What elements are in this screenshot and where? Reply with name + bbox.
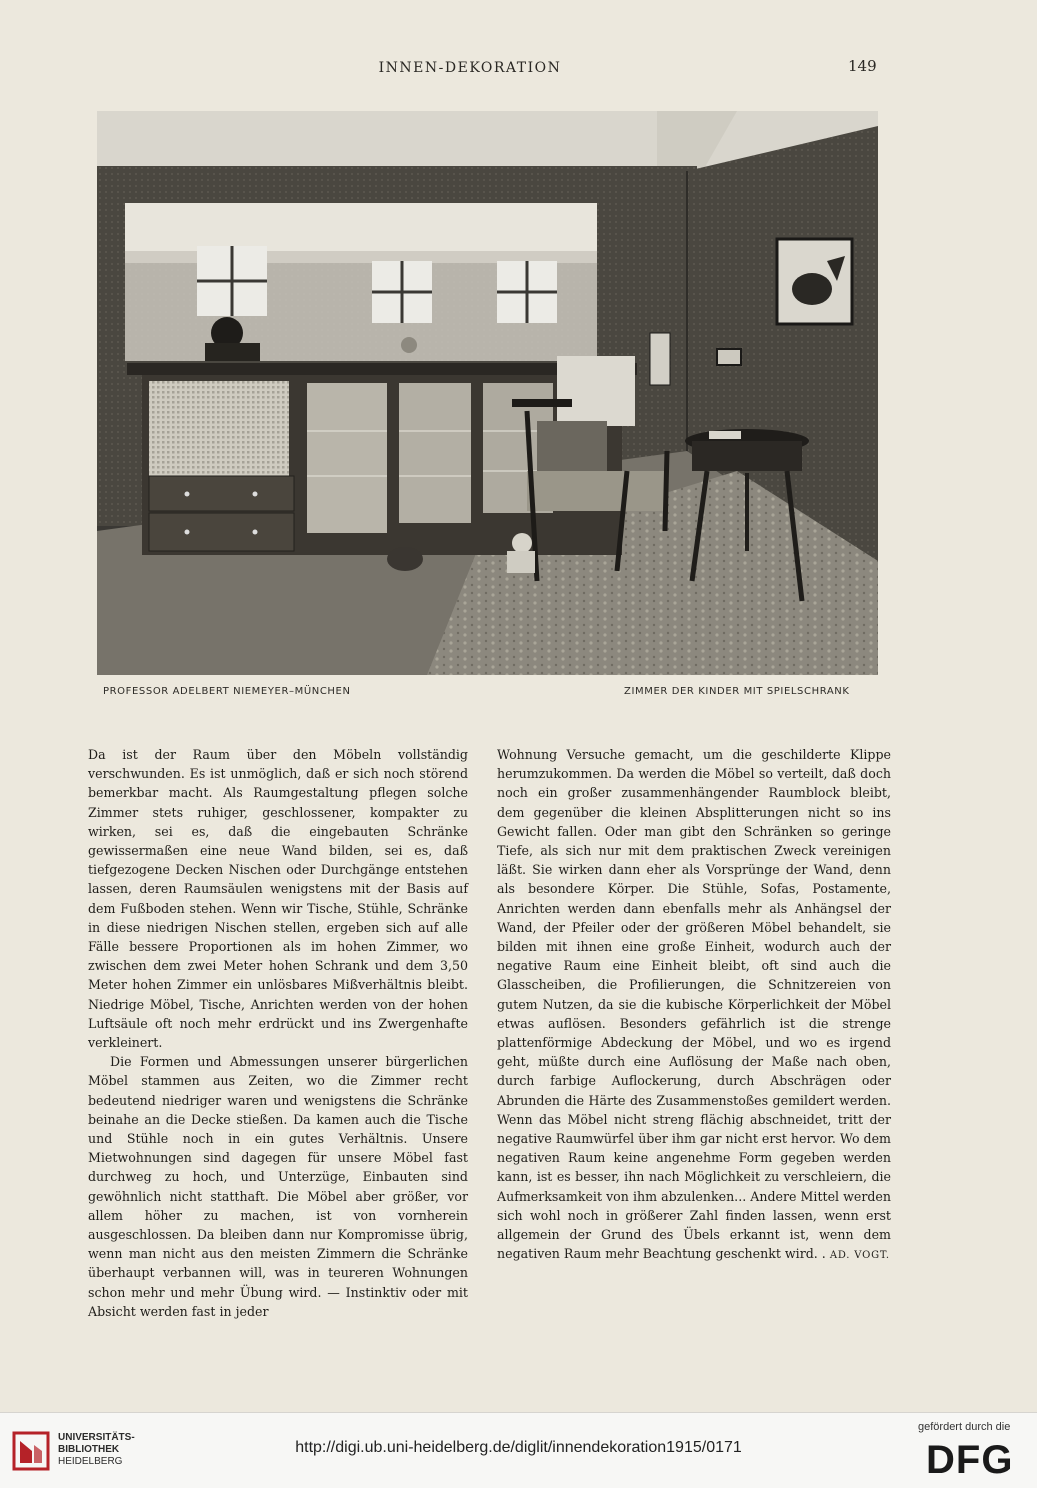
paragraph (497, 745, 891, 1265)
floor-doll (512, 533, 532, 553)
interior-photograph (97, 111, 878, 675)
author-signature: AD. VOGT. (829, 1250, 890, 1262)
viewer-footer (0, 1412, 1037, 1488)
side-curtain (557, 356, 635, 426)
window-right (497, 261, 557, 323)
cabinet-curtain-left (149, 381, 289, 476)
paragraph-text: Wohnung Versuche gemacht, um die geschilderte Klippe herumzukommen. Da werden die Möbel so verteilt, daß doch noch ein großer zusammenhängender Raumblock bleibt, dem gegenüber die kleinen Absplitterungen nicht so ins Gewicht fallen. Oder man gibt den Schränken so geringe Tiefe, als sich nur mit dem praktischen Zweck vereinigen läßt. Sie wirken dann eher als Vorsprünge der Wand, denn als besondere Körper. Die Stühle, Sofas, Postamente, Anrichten werden dann ebenfalls mehr als Anhängsel der Wand, der Pfeiler oder der größeren Möbel behandelt, sie bilden mit ihnen eine große Einheit, wodurch auch der negative Raum eine Einheit bleibt, oft sind auch die Glasscheiben, die Profilierungen, die Schnitzereien von gutem Nutzen, da sie die kubische Körperlichkeit der Möbel etwas auflösen. Besonders gefährlich ist die strenge plattenförmige Abdeckung der Möbel, und wo es irgend geht, müßte durch eine Auflösung der Maße nach oben, durch farbige Auflockerung, durch Abschrägen oder Abrunden die Härte des Zusammenstoßes gemildert werden. Wenn das Möbel nicht streng flächig abschneidet, tritt der negative Raumwürfel über ihm gar nicht erst hervor. Wo dem negativen Raum keine angenehme Form gegeben werden kann, ist es besser, ihn nach Möglichkeit zu verschleiern, die Aufmerksamkeit von ihm abzulenken... Andere Mittel werden sich wohl noch in größerer Zahl finden lassen, wenn erst allgemein der Grund des Übels erkannt ist, wenn dem negativen Raum mehr Beachtung geschenkt wird. . (497, 747, 891, 1262)
photo-illustration (97, 111, 878, 675)
funded-by-label: gefördert durch die (918, 1421, 1011, 1433)
photo-credit: PROFESSOR ADELBERT NIEMEYER–MÜNCHEN (103, 686, 351, 697)
small-picture (717, 349, 741, 365)
library-name: UNIVERSITÄTS- BIBLIOTHEK HEIDELBERG (58, 1432, 135, 1467)
permalink-url[interactable]: http://digi.ub.uni-heidelberg.de/diglit/innendekoration1915/0171 (295, 1439, 742, 1456)
toy-doll (401, 337, 417, 353)
page-number: 149 (848, 57, 877, 75)
window-left (197, 246, 267, 316)
article-column-right (497, 745, 891, 1265)
running-title: INNEN-DEKORATION (378, 60, 562, 76)
article-column-left (88, 745, 468, 1321)
dfg-logo: DFG (926, 1438, 1014, 1482)
toy-animal (387, 547, 423, 571)
paragraph: Da ist der Raum über den Möbeln vollständig verschwunden. Es ist unmöglich, daß er sich noch störend bemerkbar macht. Als Raumgestaltung pflegen solche Zimmer stets ruhiger, geschlossener, kompakter zu wirken, sei es, daß die eingebauten Schränke gewissermaßen eine neue Wand bilden, sei es, daß tiefgezogene Decken Nischen oder Durchgänge entstehen lassen, deren Raumsäulen wenigstens mit der Basis auf dem Fußboden stehen. Wenn wir Tische, Stühle, Schränke in diese niedrigen Nischen stellen, ergeben sich auf alle Fälle bessere Proportionen als im hohen Zimmer, wo zwischen dem zwei Meter hohen Schrank und dem 3,50 Meter hohen Zimmer ein unlösbares Mißverhältnis bleibt. Niedrige Möbel, Tische, Anrichten werden von der hohen Luftsäule oft noch mehr erdrückt und ins Zwergenhafte verkleinert. (88, 747, 468, 1051)
paragraph: Die Formen und Abmessungen unserer bürgerlichen Möbel stammen aus Zeiten, wo die Zimmer recht bedeutend niedriger waren und wenigstens die Schränke beinahe an die Decke stießen. Da kamen auch die Tische und Stühle noch in ein gutes Verhältnis. Unsere Mietwohnungen sind dagegen für unsere Möbel fast durchweg zu hoch, und Unterzüge, Einbauten sind gewöhnlich nicht statthaft. Die Möbel aber größer, vor allem höher zu machen, ist von vornherein ausgeschlossen. Da bleiben dann nur Kompromisse übrig, wenn man nicht aus den meisten Zimmern die Schränke überhaupt verbannen will, was in teureren Wohnungen schon mehr und mehr Übung wird. — Instinktiv oder mit Absicht werden fast in jeder (88, 1054, 468, 1319)
calendar (650, 333, 670, 385)
window-center (372, 261, 432, 323)
photo-caption: ZIMMER DER KINDER MIT SPIELSCHRANK (624, 686, 850, 697)
rooster-picture (777, 239, 852, 324)
